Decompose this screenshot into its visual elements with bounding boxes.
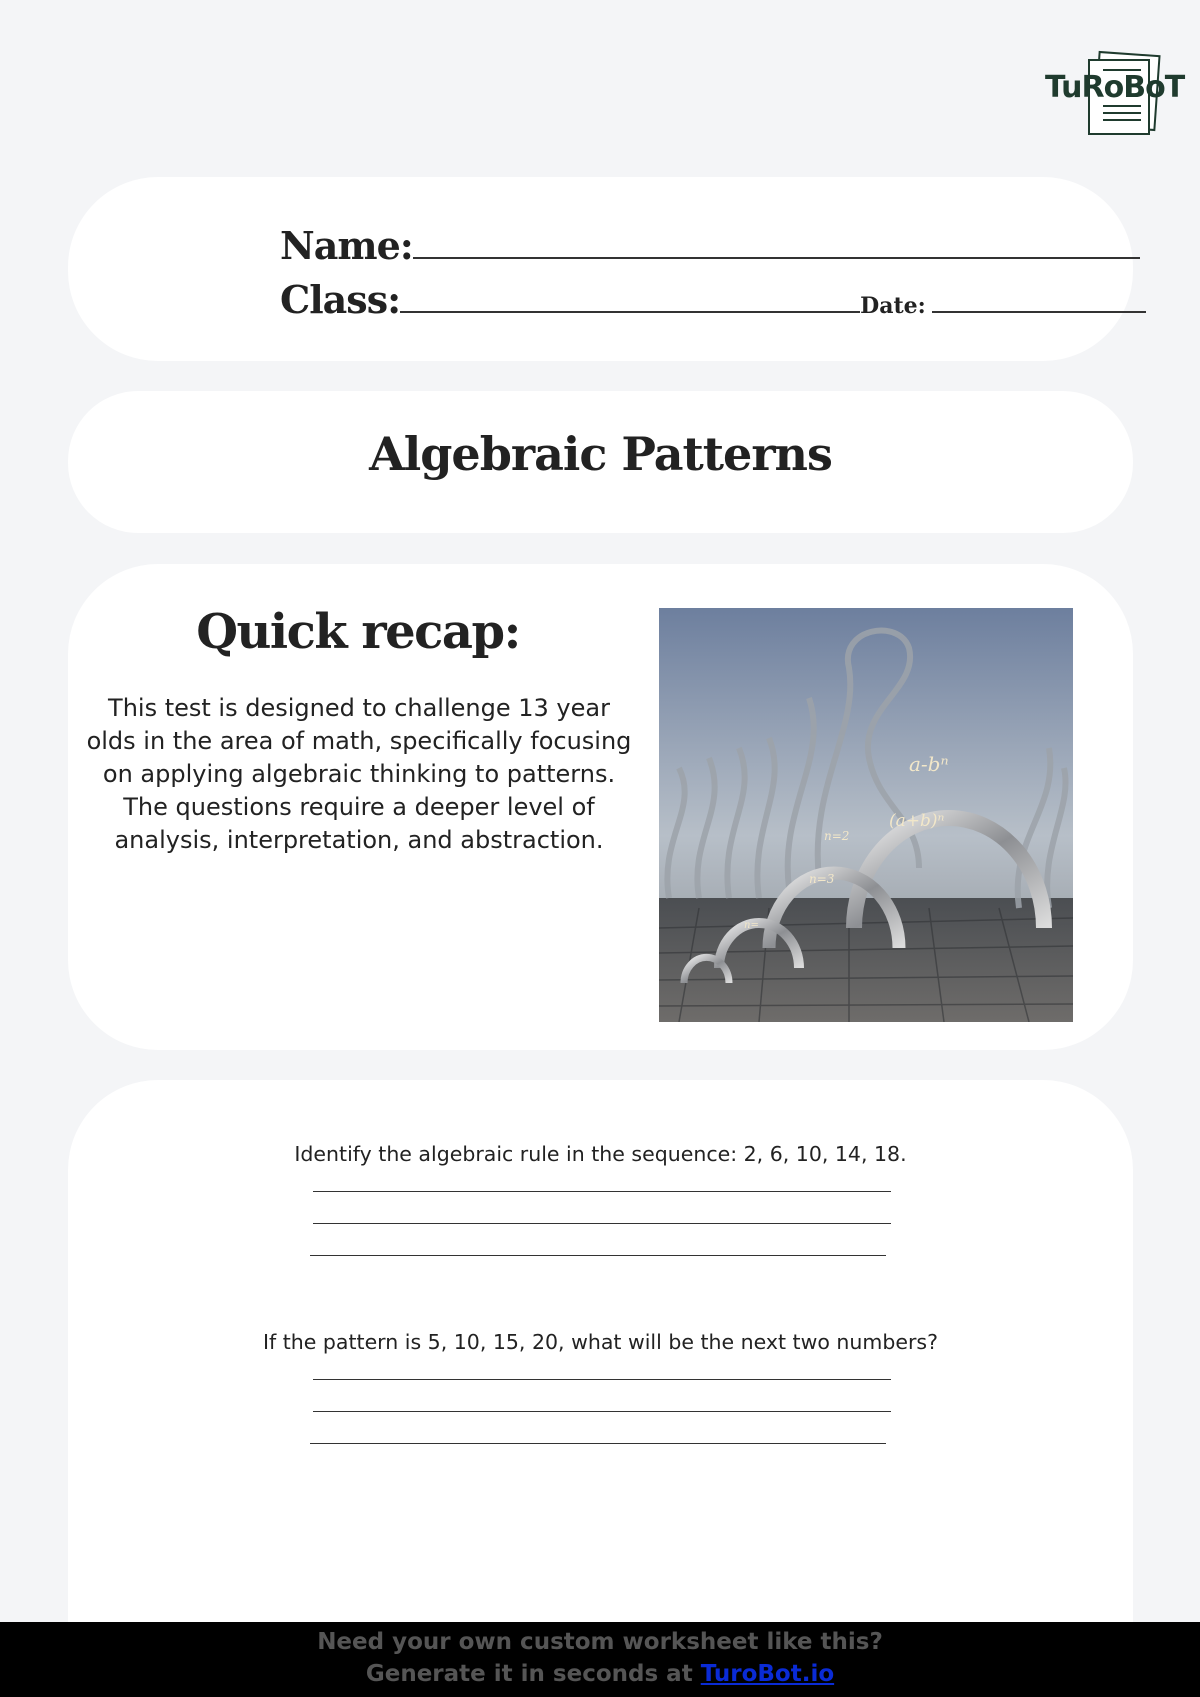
formula-label-1: a-bⁿ — [909, 752, 949, 776]
questions-card — [68, 1080, 1133, 1640]
turobot-link[interactable]: TuroBot.io — [700, 1661, 835, 1687]
date-field[interactable] — [932, 311, 1146, 313]
name-field[interactable] — [413, 257, 1140, 259]
name-row — [280, 223, 1140, 268]
class-field[interactable] — [400, 311, 860, 313]
class-label: Class: — [280, 277, 401, 322]
answer-line[interactable] — [310, 1255, 886, 1256]
question-text: Identify the algebraic rule in the sequence: 2, 6, 10, 14, 18. — [294, 1142, 907, 1166]
recap-illustration — [659, 608, 1073, 1022]
student-info-card — [68, 177, 1133, 361]
worksheet-title: Algebraic Patterns — [369, 427, 832, 481]
question-text: If the pattern is 5, 10, 15, 20, what will be the next two numbers? — [262, 1330, 938, 1354]
formula-label-4: n=3 — [809, 872, 835, 886]
recap-heading: Quick recap: — [196, 604, 520, 660]
recap-card — [68, 564, 1133, 1050]
turobot-logo — [1045, 50, 1185, 140]
answer-line[interactable] — [313, 1379, 891, 1380]
metal-rings-image — [659, 608, 1073, 1022]
name-label: Name: — [280, 223, 413, 268]
promo-footer — [0, 1622, 1200, 1697]
title-card — [68, 391, 1133, 533]
answer-line[interactable] — [313, 1191, 891, 1192]
date-label: Date: — [860, 293, 926, 319]
formula-label-5: n= — [744, 920, 759, 931]
answer-line[interactable] — [313, 1411, 891, 1412]
formula-label-3: n=2 — [824, 829, 850, 843]
formula-label-2: (a+b)ⁿ — [889, 811, 945, 831]
recap-text: This test is designed to challenge 13 year olds in the area of math, specifically focusing on applying algebraic thinking to patterns. The questions require a deeper level of analysis, interpretation, and abstraction. — [86, 694, 632, 854]
class-row — [280, 277, 1146, 322]
footer-line-1: Need your own custom worksheet like this? — [317, 1629, 883, 1655]
footer-line-2 — [366, 1661, 834, 1687]
answer-line[interactable] — [310, 1443, 886, 1444]
logo-text: TuRoBoT — [1045, 70, 1185, 105]
footer-line-2-prefix: Generate it in seconds at — [365, 1661, 701, 1687]
answer-line[interactable] — [313, 1223, 891, 1224]
